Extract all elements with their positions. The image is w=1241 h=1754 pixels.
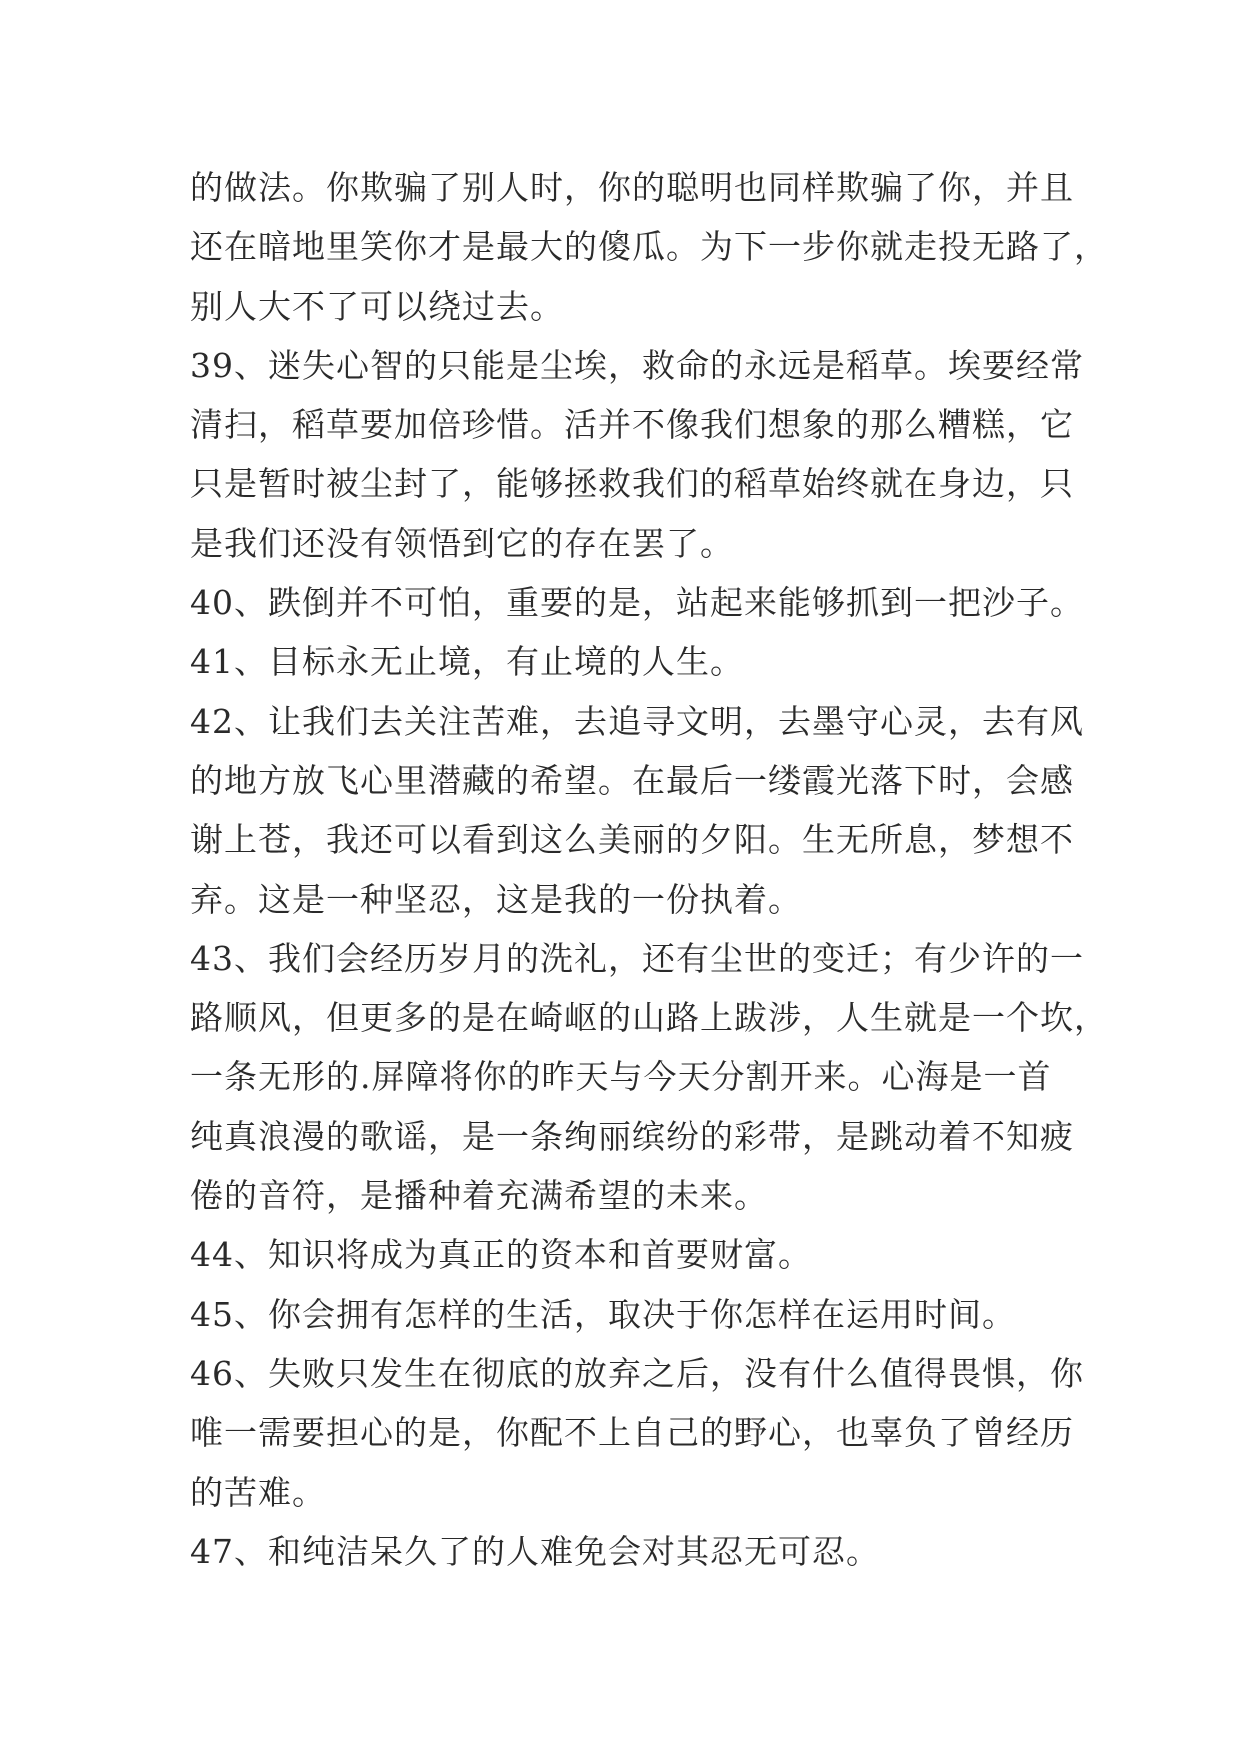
text-line: 别人大不了可以绕过去。 xyxy=(190,286,564,326)
text-line: 的苦难。 xyxy=(190,1472,326,1512)
text-line: 倦的音符，是播种着充满希望的未来。 xyxy=(190,1176,768,1216)
text-line: 是我们还没有领悟到它的存在罢了。 xyxy=(190,523,734,563)
text-line: 44、知识将成为真正的资本和首要财富。 xyxy=(190,1235,812,1275)
text-line: 47、和纯洁呆久了的人难免会对其忍无可忍。 xyxy=(190,1531,880,1571)
text-line: 路顺风，但更多的是在崎岖的山路上跋涉，人生就是一个坎， xyxy=(190,998,1108,1038)
text-line: 还在暗地里笑你才是最大的傻瓜。为下一步你就走投无路了， xyxy=(190,227,1108,267)
text-line: 纯真浪漫的歌谣，是一条绚丽缤纷的彩带，是跳动着不知疲 xyxy=(190,1116,1074,1156)
text-line: 谢上苍，我还可以看到这么美丽的夕阳。生无所息，梦想不 xyxy=(190,820,1074,860)
text-line: 40、跌倒并不可怕，重要的是，站起来能够抓到一把沙子。 xyxy=(190,583,1084,623)
text-line: 清扫，稻草要加倍珍惜。活并不像我们想象的那么糟糕，它 xyxy=(190,405,1074,445)
text-line: 的做法。你欺骗了别人时，你的聪明也同样欺骗了你，并且 xyxy=(190,168,1074,207)
text-line: 弃。这是一种坚忍，这是我的一份执着。 xyxy=(190,879,802,919)
text-line: 41、目标永无止境，有止境的人生。 xyxy=(190,642,744,682)
text-line: 一条无形的.屏障将你的昨天与今天分割开来。心海是一首 xyxy=(190,1057,1052,1097)
text-line: 43、我们会经历岁月的洗礼，还有尘世的变迁；有少许的一 xyxy=(190,938,1084,978)
text-line: 39、迷失心智的只能是尘埃，救命的永远是稻草。埃要经常 xyxy=(190,345,1084,385)
text-line: 唯一需要担心的是，你配不上自己的野心，也辜负了曾经历 xyxy=(190,1413,1074,1453)
text-line: 46、失败只发生在彻底的放弃之后，没有什么值得畏惧，你 xyxy=(190,1353,1084,1393)
text-line: 45、你会拥有怎样的生活，取决于你怎样在运用时间。 xyxy=(190,1294,1016,1334)
text-line: 42、让我们去关注苦难，去追寻文明，去墨守心灵，去有风 xyxy=(190,701,1084,741)
document-body xyxy=(190,158,1108,1581)
text-line: 只是暂时被尘封了，能够拯救我们的稻草始终就在身边，只 xyxy=(190,464,1074,504)
text-line: 的地方放飞心里潜藏的希望。在最后一缕霞光落下时，会感 xyxy=(190,760,1074,800)
